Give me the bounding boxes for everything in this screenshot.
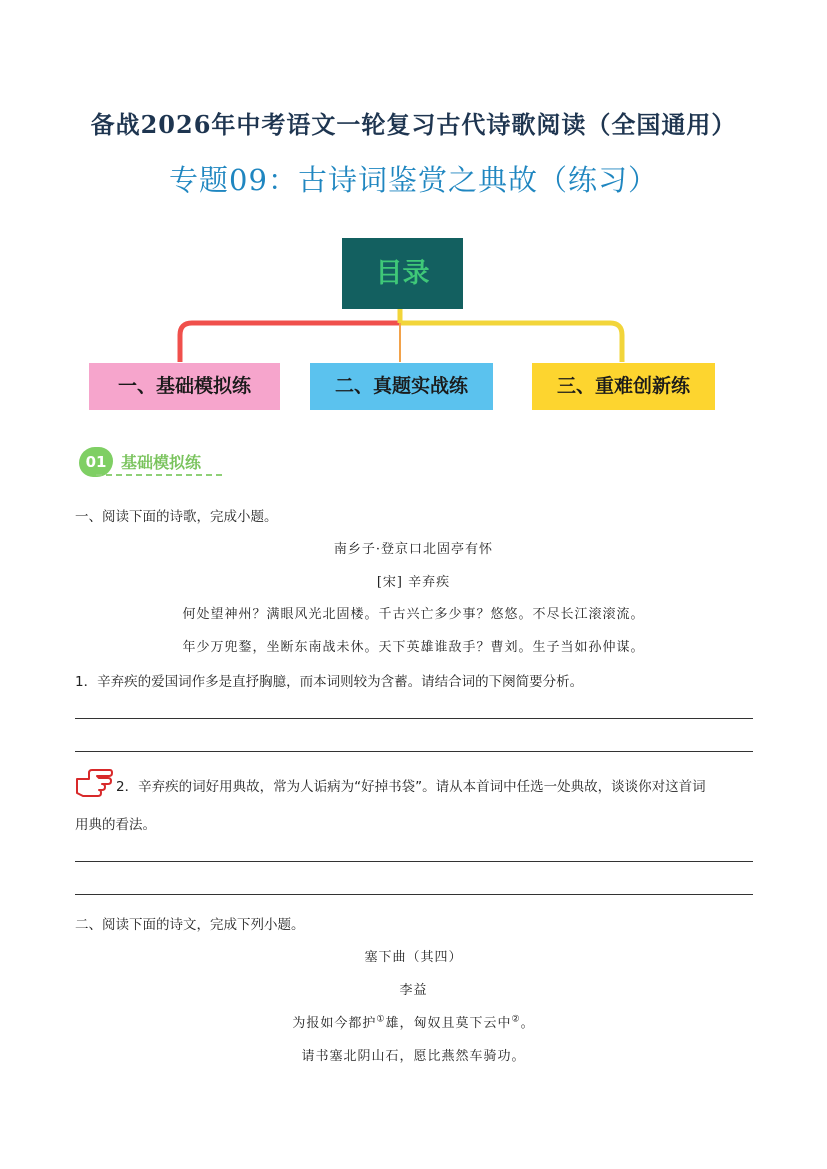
toc-item-real[interactable]: 二、真题实战练: [310, 363, 493, 410]
poem2-line-2: 请书塞北阴山石，愿比燕然车骑功。: [301, 1049, 526, 1064]
footnote-1: ①: [376, 1014, 386, 1025]
pointing-hand-icon: [75, 767, 113, 799]
toc-box: 目录: [342, 238, 463, 309]
poem2-line-1-a: 为报如今都护: [292, 1016, 377, 1031]
question-1-text: 1．辛弃疾的爱国词作多是直抒胸臆，而本词则较为含蓄。请结合词的下阕简要分析。: [75, 674, 584, 690]
poem1-title: 南乡子·登京口北固亭有怀: [333, 542, 494, 557]
page-subtitle: 专题09：古诗词鉴赏之典故（练习）: [169, 163, 658, 197]
poem2-title: 塞下曲（其四）: [364, 950, 463, 965]
page-title: 备战2026年中考语文一轮复习古代诗歌阅读（全国通用）: [90, 110, 737, 139]
answer-line[interactable]: [75, 751, 753, 752]
poem2-line-1: [0, 1012, 827, 1031]
question2-intro: 二、阅读下面的诗文，完成下列小题。: [75, 917, 305, 933]
footnote-2: ②: [511, 1014, 521, 1025]
section-label: 基础模拟练: [121, 453, 202, 472]
poem2-line-1-b: 雄，匈奴且莫下云中: [385, 1016, 512, 1031]
toc-branch-left: [180, 323, 400, 362]
toc-item-innovative[interactable]: 三、重难创新练: [532, 363, 715, 410]
poem2-author: 李益: [399, 983, 428, 998]
question1-intro: 一、阅读下面的诗歌，完成小题。: [75, 509, 278, 525]
answer-line[interactable]: [75, 718, 753, 719]
answer-line[interactable]: [75, 861, 753, 862]
question-2-text-cont: 用典的看法。: [75, 817, 156, 833]
toc-branch-right: [400, 323, 622, 362]
toc-branches: [0, 0, 827, 420]
poem1-line-2: 年少万兜鍪，坐断东南战未休。天下英雄谁敌手？曹刘。生子当如孙仲谋。: [182, 640, 645, 655]
poem2-line-1-c: 。: [520, 1016, 535, 1031]
toc-item-basic[interactable]: 一、基础模拟练: [89, 363, 280, 410]
section-badge: 01: [79, 447, 113, 477]
section-underline: [96, 474, 222, 476]
poem1-line-1: 何处望神州？满眼风光北固楼。千古兴亡多少事？悠悠。不尽长江滚滚流。: [182, 607, 645, 622]
question-2-text: 2．辛弃疾的词好用典故，常为人诟病为“好掉书袋”。请从本首词中任选一处典故，谈谈你对这首词: [116, 779, 706, 795]
answer-line[interactable]: [75, 894, 753, 895]
poem1-author: [宋] 辛弃疾: [376, 575, 451, 590]
